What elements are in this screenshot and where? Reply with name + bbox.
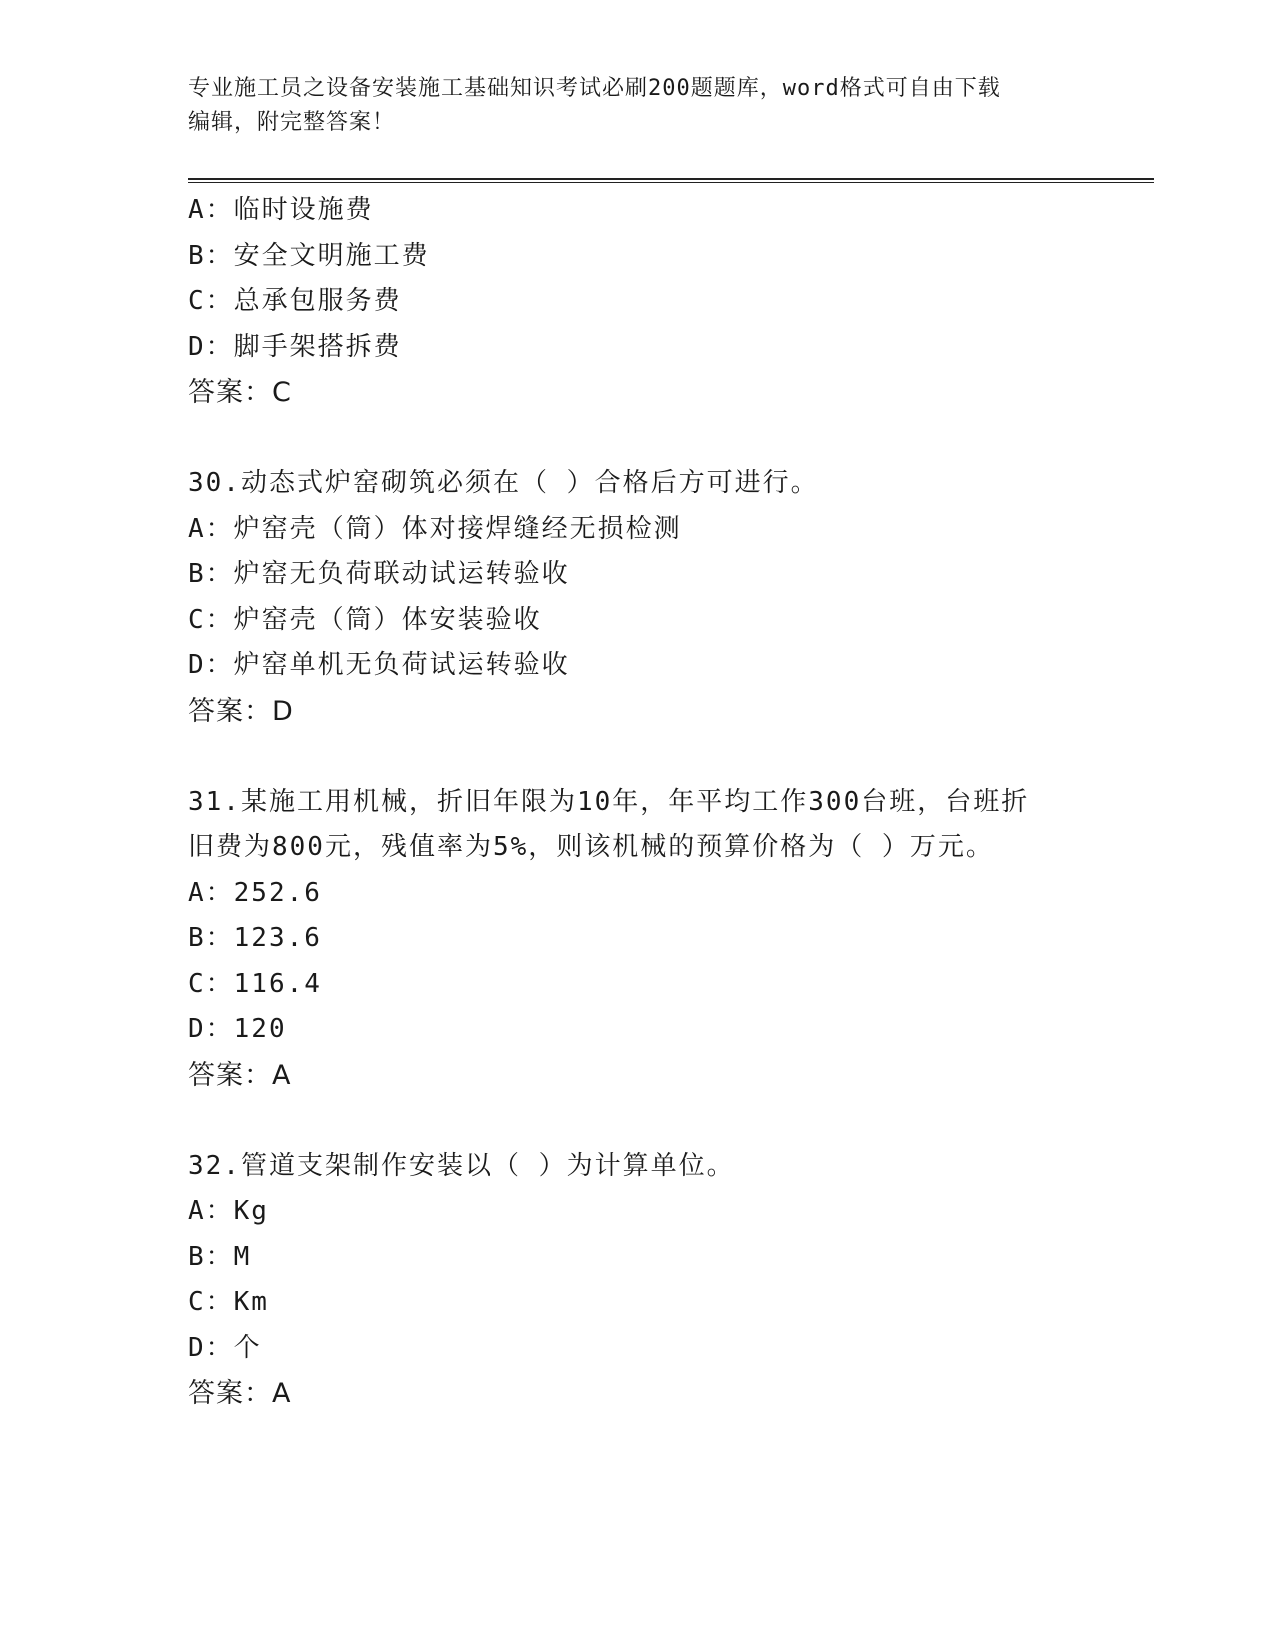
option-d: D：炉窑单机无负荷试运转验收 [188,650,570,680]
answer-line: 答案：A [188,1059,292,1091]
option-b: B：123.6 [188,923,322,953]
option-d: D：脚手架搭拆费 [188,331,402,362]
answer-line: 答案：A [188,1378,292,1409]
document-header [188,72,1088,140]
option-a: A：临时设施费 [188,195,374,225]
spacer [188,416,1088,462]
answer-line: 答案：D [188,695,294,727]
option-c: C：116.4 [188,968,322,999]
option-a: A：252.6 [188,877,322,908]
question-30 [188,461,1088,734]
question-list [188,188,1088,1417]
question-stem-line-1: 31.某施工用机械，折旧年限为10年，年平均工作300台班，台班折 [188,786,1030,817]
header-title-line-1: 专业施工员之设备安装施工基础知识考试必刷200题题库，word格式可自由下载 [188,76,1001,101]
question-stem: 32.管道支架制作安装以（ ）为计算单位。 [188,1150,735,1181]
option-b: B：安全文明施工费 [188,240,430,271]
option-a: A：炉窑壳（筒）体对接焊缝经无损检测 [188,513,682,544]
option-b: B：炉窑无负荷联动试运转验收 [188,559,570,589]
option-c: C：Km [188,1287,269,1317]
option-c: C：炉窑壳（筒）体安装验收 [188,604,542,635]
option-a: A：Kg [188,1196,269,1226]
question-32 [188,1144,1088,1417]
option-d: D：120 [188,1014,287,1044]
spacer [188,734,1088,780]
answer-line: 答案：C [188,377,292,408]
question-29 [188,188,1088,416]
header-divider [188,178,1154,183]
option-b: B：M [188,1241,252,1272]
spacer [188,1098,1088,1144]
question-stem: 30.动态式炉窑砌筑必须在（ ）合格后方可进行。 [188,468,819,498]
header-title-line-2: 编辑，附完整答案！ [188,110,396,135]
option-d: D：个 [188,1332,262,1363]
question-31 [188,780,1088,1099]
option-c: C：总承包服务费 [188,286,402,316]
question-stem-line-2: 旧费为800元，残值率为5%，则该机械的预算价格为（ ）万元。 [188,832,994,862]
